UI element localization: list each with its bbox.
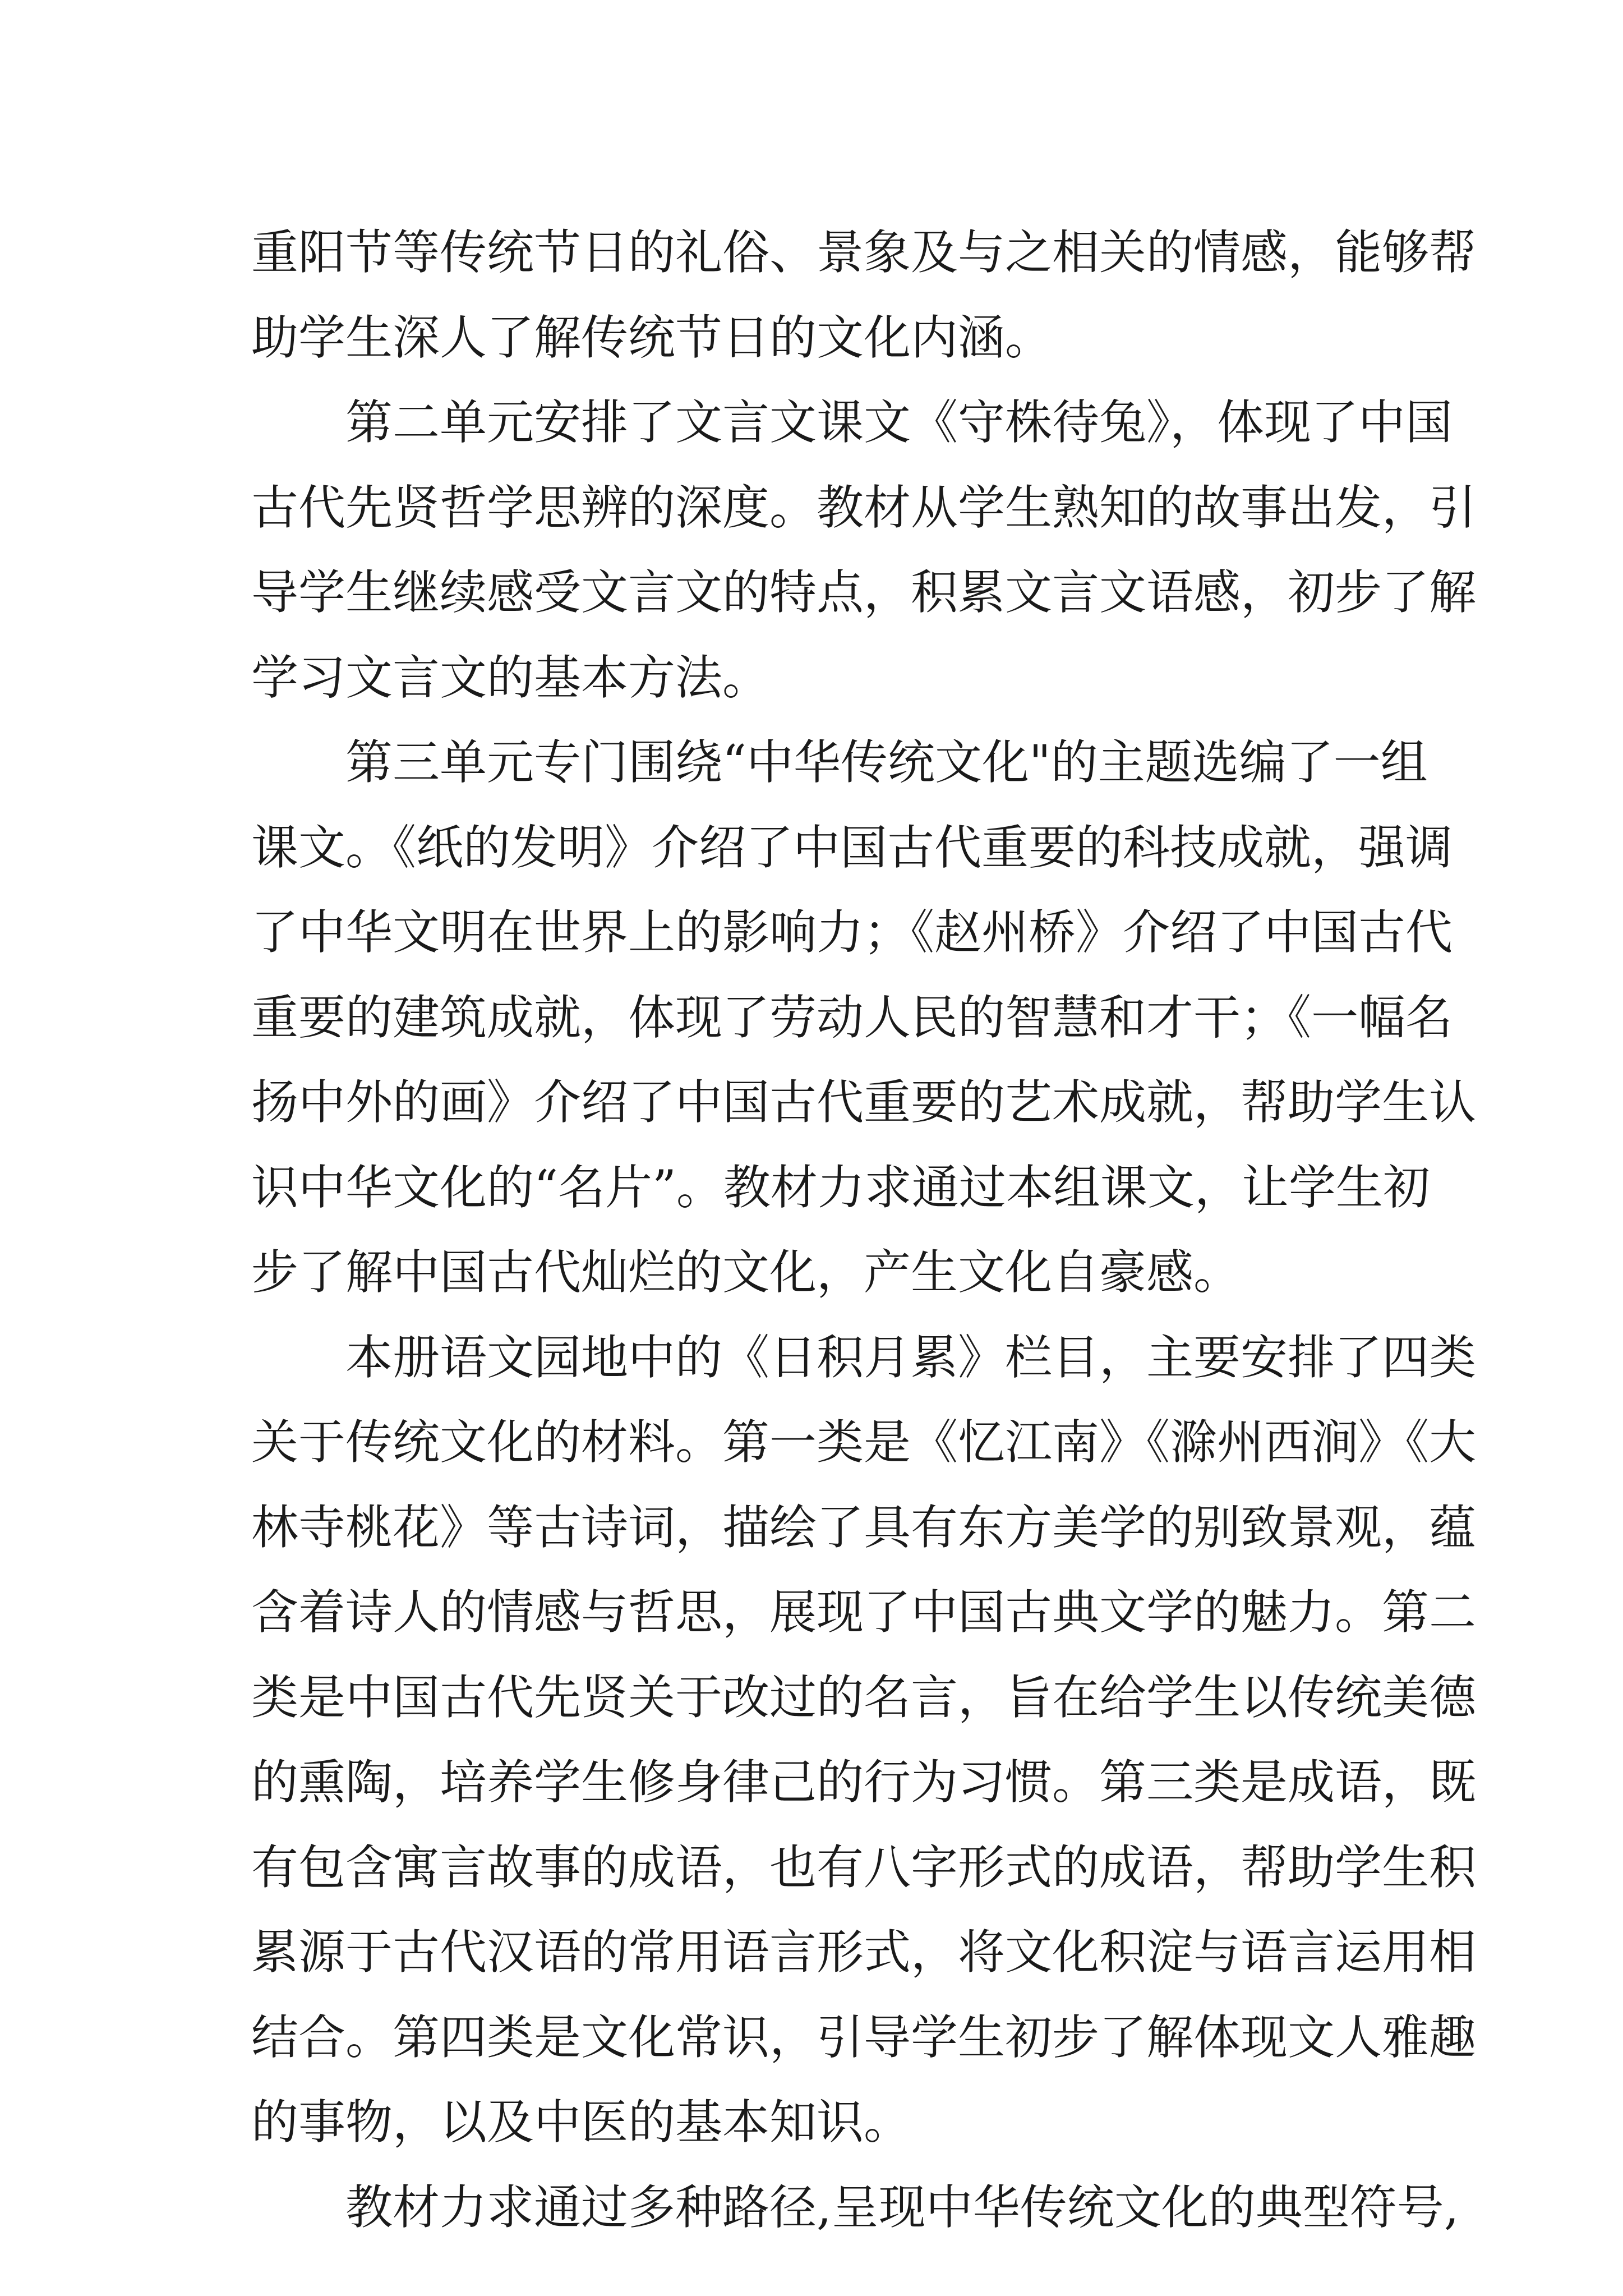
text-line: 识中华文化的“名片”。教材力求通过本组课文，让学生初 <box>251 1159 1430 1215</box>
text-line: 第三单元专门围绕“中华传统文化"的主题选编了一组 <box>345 735 1428 790</box>
text-line: 本册语文园地中的《日积月累》栏目，主要安排了四类 <box>345 1329 1477 1385</box>
text-line: 教材力求通过多种路径,呈现中华传统文化的典型符号, <box>345 2179 1459 2235</box>
text-line: 林寺桃花》等古诗词，描绘了具有东方美学的别致景观，蕴 <box>251 1499 1477 1555</box>
text-line: 学习文言文的基本方法。 <box>251 650 770 705</box>
text-line: 结合。第四类是文化常识，引导学生初步了解体现文人雅趣 <box>251 2009 1477 2065</box>
text-line: 第二单元安排了文言文课文《守株待兔》，体现了中国 <box>345 395 1453 450</box>
text-line: 扬中外的画》介绍了中国古代重要的艺术成就，帮助学生认 <box>251 1075 1477 1130</box>
text-line: 类是中国古代先贤关于改过的名言，旨在给学生以传统美德 <box>251 1669 1477 1725</box>
text-line: 含着诗人的情感与哲思，展现了中国古典文学的魅力。第二 <box>251 1585 1477 1640</box>
text-line: 重要的建筑成就，体现了劳动人民的智慧和才干；《一幅名 <box>251 990 1453 1045</box>
text-line: 重阳节等传统节日的礼俗、景象及与之相关的情感，能够帮 <box>251 225 1477 280</box>
body-text <box>251 210 1477 2250</box>
text-line: 了中华文明在世界上的影响力；《赵州桥》介绍了中国古代 <box>251 905 1453 960</box>
text-line: 古代先贤哲学思辨的深度。教材从学生熟知的故事出发，引 <box>251 480 1477 535</box>
text-line: 的熏陶，培养学生修身律己的行为习惯。第三类是成语，既 <box>251 1755 1477 1810</box>
text-line: 关于传统文化的材料。第一类是《忆江南》《滁州西涧》《大 <box>251 1415 1477 1470</box>
text-line: 导学生继续感受文言文的特点，积累文言文语感，初步了解 <box>251 565 1477 620</box>
text-line: 有包含寓言故事的成语，也有八字形式的成语，帮助学生积 <box>251 1839 1477 1895</box>
text-line: 的事物，以及中医的基本知识。 <box>251 2095 911 2150</box>
text-line: 课文。《纸的发明》介绍了中国古代重要的科技成就，强调 <box>251 820 1453 875</box>
text-line: 步了解中国古代灿烂的文化，产生文化自豪感。 <box>251 1245 1241 1300</box>
text-line: 助学生深人了解传统节日的文化内涵。 <box>251 310 1053 365</box>
text-line: 累源于古代汉语的常用语言形式，将文化积淀与语言运用相 <box>251 1925 1477 1980</box>
